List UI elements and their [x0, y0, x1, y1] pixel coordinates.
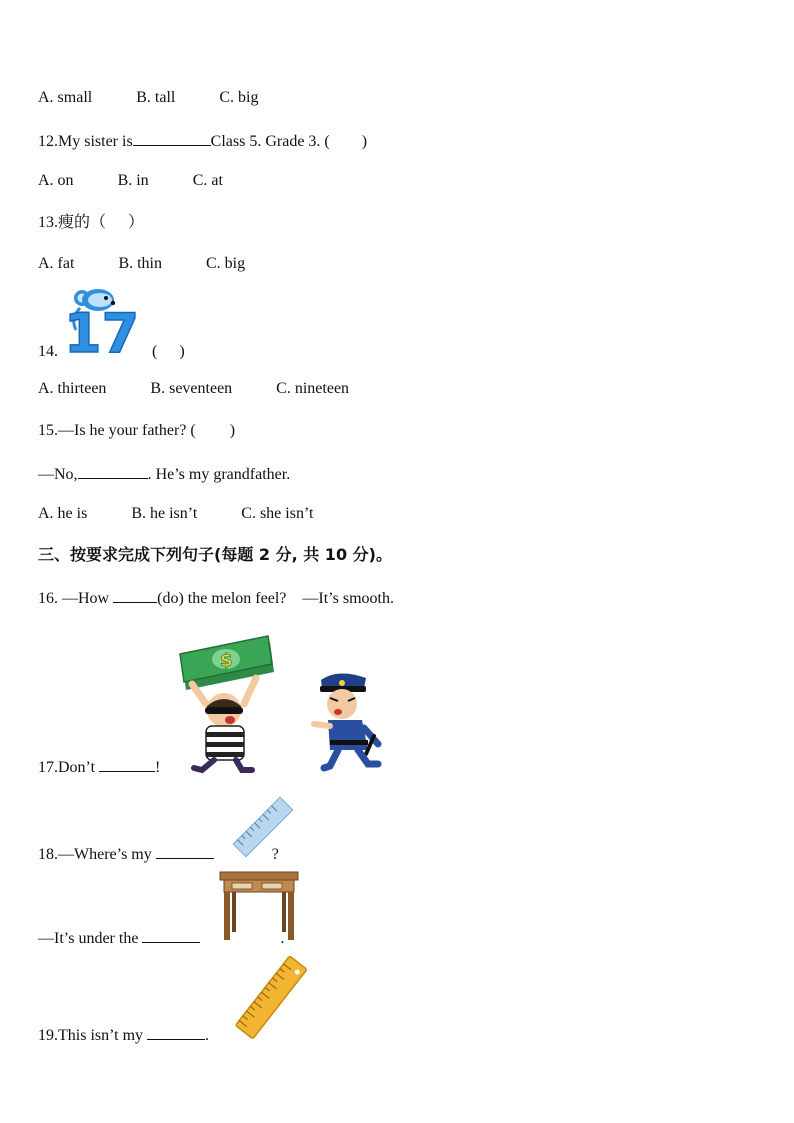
- q17-suffix: !: [155, 759, 161, 776]
- q15-option-a[interactable]: A. he is: [38, 505, 88, 522]
- q16-blank[interactable]: [113, 587, 157, 603]
- q14-option-c[interactable]: C. nineteen: [276, 380, 350, 397]
- q15-close: ): [229, 422, 236, 439]
- q18-question: [38, 843, 279, 865]
- q16-reply: —It’s smooth.: [302, 590, 394, 607]
- q13-option-a[interactable]: A. fat: [38, 255, 75, 272]
- q13-option-c[interactable]: C. big: [206, 255, 246, 272]
- q18-prefix: 18.—Where’s my: [38, 846, 152, 863]
- q12-options: [38, 171, 223, 191]
- thief-icon: [192, 678, 256, 770]
- q11-option-c[interactable]: C. big: [219, 89, 259, 106]
- q16-prefix: 16. —How: [38, 590, 110, 607]
- q13-text: 13.瘦的（: [38, 214, 107, 231]
- q11-option-b[interactable]: B. tall: [136, 89, 176, 106]
- q15-option-c[interactable]: C. she isn’t: [241, 505, 314, 522]
- q17-question: [38, 756, 160, 778]
- q12-option-b[interactable]: B. in: [117, 172, 149, 189]
- q12-suffix: Class 5. Grade 3. (: [210, 133, 330, 150]
- q14-open: (: [152, 343, 158, 360]
- q18-blank[interactable]: [156, 843, 214, 859]
- yellow-ruler-image: [234, 956, 310, 1040]
- q15-reply-prefix: —No,: [38, 466, 78, 483]
- q19-suffix: .: [205, 1027, 210, 1044]
- svg-text:$: $: [220, 650, 233, 671]
- q12-blank[interactable]: [133, 130, 211, 146]
- q12-prefix: 12.My sister is: [38, 133, 133, 150]
- q13-options: [38, 254, 245, 274]
- q12-option-a[interactable]: A. on: [38, 172, 74, 189]
- q14-question: [38, 342, 185, 362]
- q16-question: [38, 587, 394, 609]
- q15-text: 15.—Is he your father? (: [38, 422, 196, 439]
- mouse-number-text: 17: [64, 302, 140, 356]
- q12-question: [38, 130, 367, 152]
- q14-option-b[interactable]: B. seventeen: [150, 380, 233, 397]
- q15-blank[interactable]: [78, 463, 148, 479]
- q14-option-a[interactable]: A. thirteen: [38, 380, 107, 397]
- q14-prefix: 14.: [38, 343, 58, 360]
- q14-options: [38, 379, 349, 399]
- q15-reply-suffix: . He’s my grandfather.: [147, 466, 291, 483]
- thief-and-police-image: [178, 632, 393, 774]
- q11-option-a[interactable]: A. small: [38, 89, 93, 106]
- q13-question: [38, 213, 144, 233]
- q18-reply-suffix: .: [280, 930, 285, 947]
- q15-question: [38, 421, 235, 441]
- q19-prefix: 19.This isn’t my: [38, 1027, 144, 1044]
- q15-options: [38, 504, 313, 524]
- q19-question: [38, 1024, 209, 1046]
- q18-suffix: ?: [271, 846, 279, 863]
- q12-close: ): [361, 133, 368, 150]
- ruler-icon: [235, 956, 307, 1039]
- q18-reply-blank[interactable]: [142, 927, 200, 943]
- q12-option-c[interactable]: C. at: [192, 172, 223, 189]
- q16-suffix: (do) the melon feel?: [157, 590, 287, 607]
- section-3-heading: 三、按要求完成下列句子(每题 2 分, 共 10 分)。: [38, 545, 392, 564]
- q14-close: ): [179, 343, 185, 360]
- q13-close: ）: [128, 214, 145, 231]
- q15-reply: [38, 463, 290, 485]
- q17-blank[interactable]: [99, 756, 155, 772]
- q11-options: [38, 88, 258, 108]
- police-officer-icon: [314, 673, 378, 768]
- q15-option-b[interactable]: B. he isn’t: [131, 505, 198, 522]
- q18-reply: [38, 927, 284, 949]
- q18-reply-prefix: —It’s under the: [38, 930, 139, 947]
- q13-option-b[interactable]: B. thin: [118, 255, 162, 272]
- q19-blank[interactable]: [147, 1024, 205, 1040]
- q17-prefix: 17.Don’t: [38, 759, 96, 776]
